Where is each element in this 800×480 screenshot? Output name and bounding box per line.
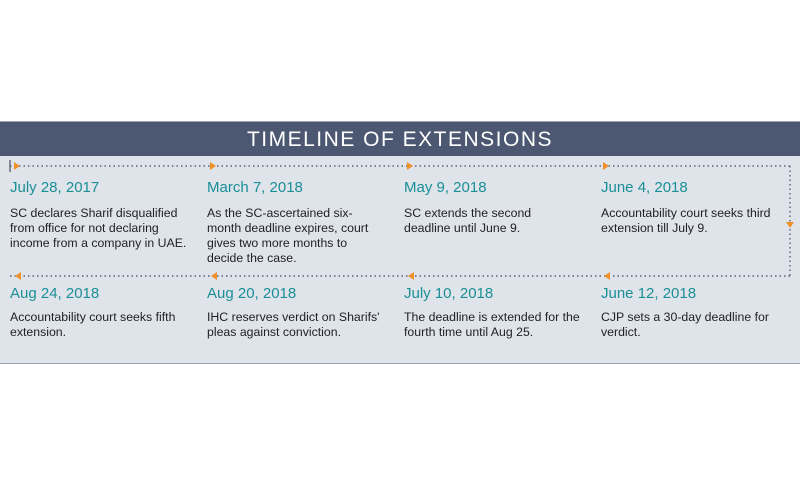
event-date: July 28, 2017 (10, 179, 100, 196)
event-date: June 4, 2018 (601, 179, 688, 196)
event-description: SC declares Sharif disqualified from office for not declaring income from a company in UAE. (10, 206, 187, 250)
event-description: SC extends the second deadline until June 9. (404, 206, 532, 235)
arrow-marker (408, 272, 414, 280)
timeline-panel (0, 121, 800, 364)
arrow-marker (15, 272, 21, 280)
event-date: May 9, 2018 (404, 179, 487, 196)
event-description: CJP sets a 30-day deadline for verdict. (601, 310, 769, 339)
event-description: IHC reserves verdict on Sharifs' pleas against conviction. (207, 310, 380, 339)
event-description: Accountability court seeks fifth extension. (10, 310, 176, 339)
event-description: As the SC-ascertained six-month deadline expires, court gives two more months to decide the case. (207, 206, 369, 265)
arrow-marker (211, 272, 217, 280)
arrow-marker (210, 162, 216, 170)
event-description: Accountability court seeks third extension till July 9. (601, 206, 771, 235)
event-date: July 10, 2018 (404, 285, 494, 302)
timeline-title: TIMELINE OF EXTENSIONS (0, 122, 800, 156)
arrow-marker (603, 162, 609, 170)
arrow-marker (407, 162, 413, 170)
arrow-marker (604, 272, 610, 280)
arrow-marker (14, 162, 20, 170)
arrow-marker (786, 222, 794, 228)
event-date: March 7, 2018 (207, 179, 303, 196)
event-date: Aug 20, 2018 (207, 285, 297, 302)
event-date: Aug 24, 2018 (10, 285, 100, 302)
event-date: June 12, 2018 (601, 285, 697, 302)
event-description: The deadline is extended for the fourth time until Aug 25. (404, 310, 580, 339)
